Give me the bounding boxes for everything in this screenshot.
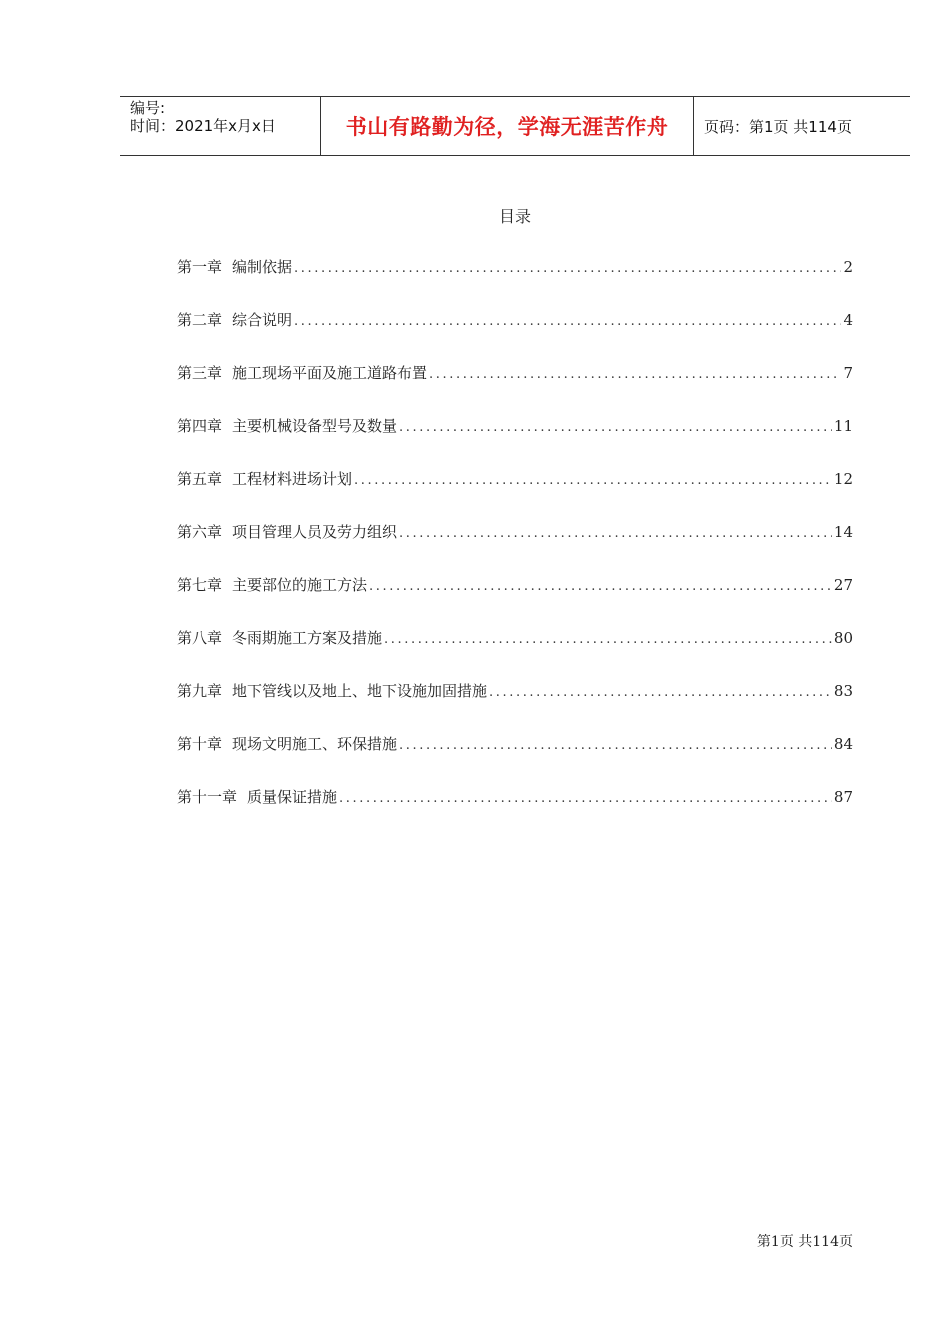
toc-leader-dots [339,791,832,806]
toc-leader-dots [429,367,841,382]
header-motto: 书山有路勤为径，学海无涯苦作舟 [321,97,694,155]
toc-page-number: 87 [833,788,853,806]
toc-page-number: 4 [843,311,853,329]
toc-chapter-number: 第八章 [177,629,223,647]
toc-chapter-number: 第六章 [177,523,223,541]
toc-chapter-number: 第二章 [177,311,223,329]
toc-chapter-number: 第五章 [177,470,223,488]
serial-label: 编号: [130,99,166,117]
toc-leader-dots [399,526,832,541]
toc-chapter-number: 第三章 [177,364,223,382]
toc-entry-label [177,733,397,754]
toc-chapter-title: 地下管线以及地上、地下设施加固措施 [232,682,488,700]
toc-entry-label [177,627,382,648]
toc-chapter-number: 第一章 [177,258,223,276]
toc-page-number: 7 [843,364,853,382]
toc-leader-dots [369,579,832,594]
toc-entry[interactable] [177,733,853,786]
toc-leader-dots [294,314,841,329]
toc-entry-label [177,521,397,542]
toc-leader-dots [489,685,832,700]
toc-chapter-title: 项目管理人员及劳力组织 [232,523,398,541]
table-of-contents [177,256,853,839]
toc-entry[interactable] [177,627,853,680]
toc-chapter-number: 第十章 [177,735,223,753]
toc-chapter-number: 第四章 [177,417,223,435]
toc-entry[interactable] [177,786,853,839]
toc-chapter-title: 主要机械设备型号及数量 [232,417,398,435]
toc-chapter-title: 现场文明施工、环保措施 [232,735,398,753]
toc-entry-label [177,309,292,330]
toc-leader-dots [399,420,832,435]
toc-page-number: 11 [833,417,853,435]
toc-chapter-number: 第九章 [177,682,223,700]
toc-chapter-title: 质量保证措施 [247,788,338,806]
toc-page-number: 84 [833,735,853,753]
page-footer: 第1页 共114页 [756,1234,853,1250]
toc-entry-label [177,362,427,383]
toc-entry[interactable] [177,309,853,362]
toc-entry[interactable] [177,680,853,733]
toc-leader-dots [384,632,832,647]
page-header [120,96,910,156]
toc-chapter-title: 主要部位的施工方法 [232,576,368,594]
toc-leader-dots [399,738,832,753]
toc-entry-label [177,468,352,489]
toc-entry[interactable] [177,256,853,309]
toc-chapter-title: 冬雨期施工方案及措施 [232,629,383,647]
toc-leader-dots [294,261,841,276]
toc-title: 目录 [498,207,531,226]
toc-entry-label [177,415,397,436]
toc-chapter-title: 综合说明 [232,311,293,329]
toc-page-number: 14 [833,523,853,541]
header-page-code: 页码：第1页 共114页 [704,117,852,136]
toc-page-number: 12 [833,470,853,488]
toc-page-number: 80 [833,629,853,647]
toc-chapter-number: 第十一章 [177,788,238,806]
toc-leader-dots [354,473,832,488]
toc-entry-label [177,256,292,277]
toc-chapter-title: 编制依据 [232,258,293,276]
toc-chapter-number: 第七章 [177,576,223,594]
toc-page-number: 83 [833,682,853,700]
toc-entry-label [177,574,367,595]
toc-chapter-title: 施工现场平面及施工道路布置 [232,364,428,382]
toc-page-number: 2 [843,258,853,276]
header-meta [120,97,321,155]
toc-page-number: 27 [833,576,853,594]
toc-entry[interactable] [177,521,853,574]
toc-entry[interactable] [177,574,853,627]
toc-entry[interactable] [177,415,853,468]
time-label: 时间：2021年x月x日 [130,117,276,135]
toc-entry-label [177,680,487,701]
toc-entry[interactable] [177,468,853,521]
toc-chapter-title: 工程材料进场计划 [232,470,353,488]
toc-entry[interactable] [177,362,853,415]
toc-entry-label [177,786,337,807]
